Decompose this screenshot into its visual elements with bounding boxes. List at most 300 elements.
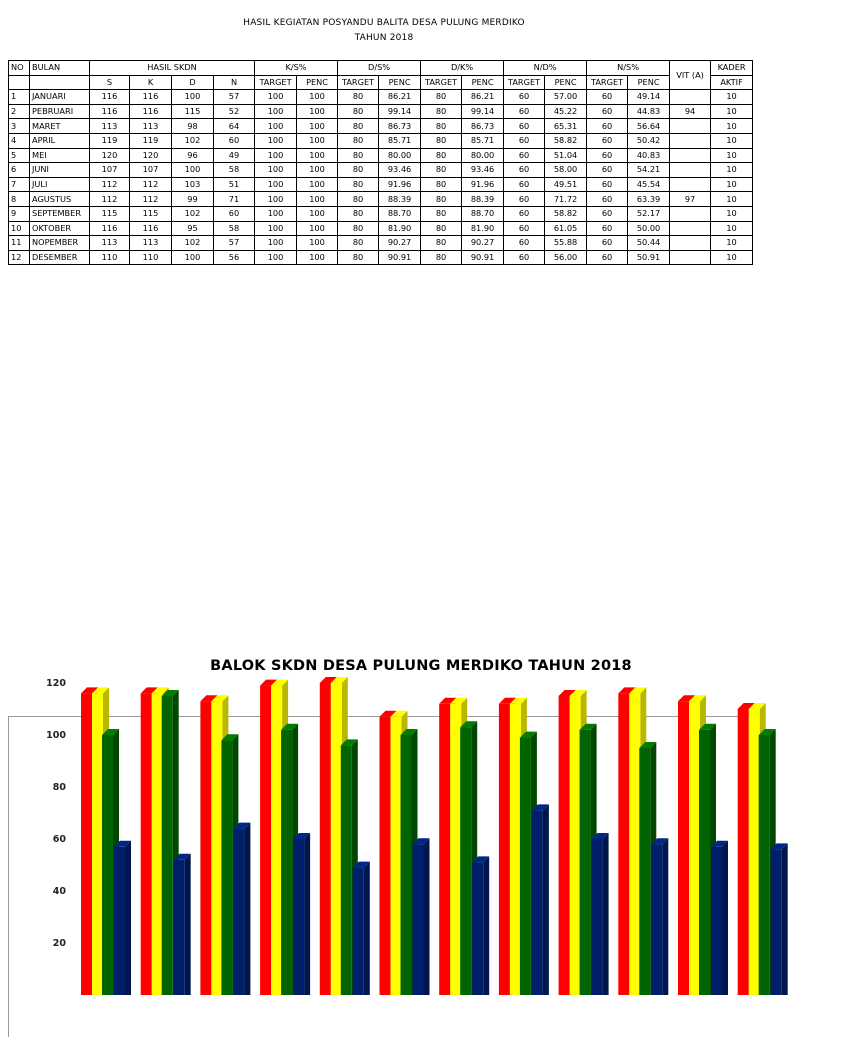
table-cell: 80 — [421, 119, 462, 134]
bar-side — [185, 854, 191, 995]
table-cell — [670, 119, 711, 134]
table-cell: 100 — [255, 133, 297, 148]
table-cell: 90.91 — [462, 250, 504, 265]
table-row — [9, 221, 753, 236]
table-cell: 11 — [9, 236, 30, 251]
table-cell: 60 — [504, 104, 545, 119]
table-cell: 90.27 — [379, 236, 421, 251]
table-cell: 1 — [9, 90, 30, 105]
table-cell — [670, 177, 711, 192]
month-cell: MARET — [30, 119, 90, 134]
table-cell: 110 — [90, 250, 130, 265]
bar-side — [364, 862, 370, 995]
table-cell: 100 — [297, 236, 338, 251]
table-cell: 116 — [90, 104, 130, 119]
bar — [532, 810, 543, 995]
table-cell: 85.71 — [462, 133, 504, 148]
table-cell: 91.96 — [379, 177, 421, 192]
table-cell: 60 — [587, 206, 628, 221]
table-cell: 93.46 — [462, 163, 504, 178]
table-cell: 57 — [214, 236, 255, 251]
col-aktif-header: AKTIF — [711, 75, 753, 90]
table-cell: 60 — [504, 236, 545, 251]
table-cell: 90.91 — [379, 250, 421, 265]
bar-side — [483, 856, 489, 995]
table-cell: 100 — [297, 104, 338, 119]
table-cell: 58.00 — [545, 163, 587, 178]
table-cell: 60 — [587, 133, 628, 148]
table-cell: 80 — [338, 133, 379, 148]
table-cell: 102 — [172, 206, 214, 221]
bar — [759, 735, 770, 995]
report-title: HASIL KEGIATAN POSYANDU BALITA DESA PULUNG MERDIKO — [243, 18, 525, 28]
col-nd-header: N/D% — [504, 61, 587, 76]
bar — [102, 735, 113, 995]
table-cell: 10 — [711, 192, 753, 207]
table-cell: 51.04 — [545, 148, 587, 163]
table-cell: 100 — [297, 192, 338, 207]
table-cell: 115 — [90, 206, 130, 221]
bar — [401, 735, 412, 995]
table-cell — [670, 206, 711, 221]
bar — [699, 730, 710, 995]
table-cell: 112 — [130, 177, 172, 192]
table-cell: 80 — [421, 206, 462, 221]
bar-side — [424, 838, 430, 995]
table-cell: 80 — [338, 90, 379, 105]
bar — [221, 740, 232, 995]
table-cell: 100 — [255, 104, 297, 119]
table-cell: 100 — [255, 90, 297, 105]
table-cell: 100 — [297, 90, 338, 105]
table-cell: 112 — [90, 177, 130, 192]
table-cell: 100 — [172, 163, 214, 178]
table-cell: 115 — [130, 206, 172, 221]
table-cell: 9 — [9, 206, 30, 221]
table-cell: 88.39 — [379, 192, 421, 207]
table-cell: 100 — [255, 192, 297, 207]
skdn-bar-chart — [9, 678, 761, 1037]
col-ns-header: N/S% — [587, 61, 670, 76]
bar — [200, 701, 211, 995]
table-cell: 88.39 — [462, 192, 504, 207]
table-cell: 61.05 — [545, 221, 587, 236]
col-hasil-skdn-header: HASIL SKDN — [90, 61, 255, 76]
table-cell — [670, 148, 711, 163]
bar — [141, 693, 152, 995]
bar — [391, 717, 402, 995]
table-row — [9, 148, 753, 163]
table-cell: 49.51 — [545, 177, 587, 192]
bar-side — [603, 833, 609, 995]
bar-side — [782, 843, 788, 995]
table-cell: 64 — [214, 119, 255, 134]
bar — [233, 829, 244, 995]
bar — [460, 727, 471, 995]
table-row — [9, 163, 753, 178]
table-cell: 60 — [587, 148, 628, 163]
table-cell: 56.64 — [628, 119, 670, 134]
table-cell: 80 — [338, 206, 379, 221]
table-cell: 116 — [130, 221, 172, 236]
ks-target-header: TARGET — [255, 75, 297, 90]
table-cell: 120 — [90, 148, 130, 163]
month-cell: JULI — [30, 177, 90, 192]
table-cell: 119 — [90, 133, 130, 148]
table-cell: 45.54 — [628, 177, 670, 192]
chart-area — [8, 678, 761, 1037]
table-cell: 10 — [711, 148, 753, 163]
bar — [472, 862, 483, 995]
table-row — [9, 119, 753, 134]
table-cell: 113 — [90, 119, 130, 134]
table-cell: 81.90 — [462, 221, 504, 236]
table-cell: 113 — [130, 236, 172, 251]
y-tick-label: 20 — [52, 938, 66, 949]
table-cell: 80 — [338, 221, 379, 236]
table-cell: 113 — [90, 236, 130, 251]
table-cell: 50.44 — [628, 236, 670, 251]
table-cell: 60 — [214, 133, 255, 148]
table-cell: 102 — [172, 236, 214, 251]
table-cell: 10 — [711, 177, 753, 192]
col-bulan-header: BULAN — [30, 61, 90, 76]
col-ds-header: D/S% — [338, 61, 421, 76]
table-cell: 50.91 — [628, 250, 670, 265]
bar — [450, 704, 461, 995]
table-cell: 100 — [255, 163, 297, 178]
table-cell: 99.14 — [379, 104, 421, 119]
table-cell: 2 — [9, 104, 30, 119]
ds-target-header: TARGET — [338, 75, 379, 90]
table-cell: 116 — [90, 221, 130, 236]
report-year: TAHUN 2018 — [354, 33, 414, 43]
table-cell: 80 — [421, 192, 462, 207]
table-cell: 65.31 — [545, 119, 587, 134]
bar — [162, 696, 173, 995]
table-row — [9, 90, 753, 105]
table-cell: 80 — [421, 163, 462, 178]
table-cell: 80 — [421, 90, 462, 105]
table-cell: 60 — [504, 250, 545, 265]
table-cell: 51 — [214, 177, 255, 192]
bar — [749, 709, 760, 995]
y-tick-label: 80 — [52, 782, 66, 793]
table-cell: 80 — [338, 177, 379, 192]
col-no-header: NO — [9, 61, 30, 76]
table-cell: 60 — [504, 133, 545, 148]
skdn-table — [8, 60, 753, 265]
col-n-header: N — [214, 75, 255, 90]
bar — [341, 745, 352, 995]
table-cell: 98 — [172, 119, 214, 134]
table-cell: 55.88 — [545, 236, 587, 251]
bar-side — [722, 841, 728, 995]
table-cell: 100 — [255, 119, 297, 134]
dk-target-header: TARGET — [421, 75, 462, 90]
table-cell: 116 — [130, 104, 172, 119]
table-cell: 60 — [587, 90, 628, 105]
table-cell: 49 — [214, 148, 255, 163]
table-cell: 103 — [172, 177, 214, 192]
table-cell: 60 — [587, 221, 628, 236]
bar — [211, 701, 222, 995]
table-cell: 107 — [90, 163, 130, 178]
table-cell: 100 — [297, 148, 338, 163]
table-cell: 71.72 — [545, 192, 587, 207]
bar — [570, 696, 581, 995]
bar-side — [543, 804, 549, 995]
table-cell — [670, 133, 711, 148]
blank-cell — [30, 75, 90, 90]
y-tick-label: 40 — [52, 886, 66, 897]
bar — [353, 868, 364, 995]
table-cell: 86.21 — [379, 90, 421, 105]
table-cell: 80 — [338, 119, 379, 134]
table-cell: 60 — [587, 250, 628, 265]
bar — [520, 738, 531, 995]
table-cell: 85.71 — [379, 133, 421, 148]
table-cell: 100 — [255, 236, 297, 251]
table-cell: 40.83 — [628, 148, 670, 163]
table-cell: 100 — [297, 206, 338, 221]
table-cell: 88.70 — [379, 206, 421, 221]
table-cell: 10 — [711, 133, 753, 148]
table-cell: 95 — [172, 221, 214, 236]
bar — [618, 693, 629, 995]
table-cell: 116 — [90, 90, 130, 105]
table-cell: 54.21 — [628, 163, 670, 178]
table-cell: 58.82 — [545, 133, 587, 148]
table-cell: 60 — [504, 177, 545, 192]
bar — [592, 839, 603, 995]
table-cell: 52.17 — [628, 206, 670, 221]
bar — [320, 683, 331, 995]
table-cell: 80 — [338, 236, 379, 251]
table-cell: 112 — [130, 192, 172, 207]
col-k-header: K — [130, 75, 172, 90]
table-cell: 50.00 — [628, 221, 670, 236]
bar — [439, 704, 450, 995]
bar — [152, 693, 163, 995]
bar — [629, 693, 640, 995]
col-ks-header: K/S% — [255, 61, 338, 76]
table-cell: 100 — [255, 148, 297, 163]
table-cell: 93.46 — [379, 163, 421, 178]
table-cell: 100 — [255, 206, 297, 221]
bar — [559, 696, 570, 995]
table-row — [9, 177, 753, 192]
table-cell: 100 — [297, 250, 338, 265]
col-kader-header: KADER — [711, 61, 753, 76]
table-cell: 100 — [297, 119, 338, 134]
chart-title: BALOK SKDN DESA PULUNG MERDIKO TAHUN 2018 — [210, 658, 632, 674]
table-cell: 5 — [9, 148, 30, 163]
table-cell: 10 — [711, 221, 753, 236]
table-cell: 7 — [9, 177, 30, 192]
bar — [580, 730, 591, 995]
bar — [81, 693, 92, 995]
month-cell: APRIL — [30, 133, 90, 148]
table-cell: 60 — [587, 119, 628, 134]
table-cell: 6 — [9, 163, 30, 178]
table-cell: 90.27 — [462, 236, 504, 251]
table-cell: 44.83 — [628, 104, 670, 119]
ks-penc-header: PENC — [297, 75, 338, 90]
table-cell: 86.21 — [462, 90, 504, 105]
table-cell: 12 — [9, 250, 30, 265]
header-row-2 — [9, 75, 753, 90]
table-cell: 100 — [297, 163, 338, 178]
bar — [678, 701, 689, 995]
table-row — [9, 104, 753, 119]
table-cell: 80.00 — [462, 148, 504, 163]
y-tick-label: 100 — [46, 730, 66, 741]
table-cell: 63.39 — [628, 192, 670, 207]
table-cell: 3 — [9, 119, 30, 134]
month-cell: JANUARI — [30, 90, 90, 105]
bar — [174, 860, 185, 995]
table-cell: 60 — [504, 221, 545, 236]
table-cell: 80 — [421, 221, 462, 236]
table-cell: 10 — [711, 163, 753, 178]
table-row — [9, 236, 753, 251]
table-cell: 99 — [172, 192, 214, 207]
table-cell: 96 — [172, 148, 214, 163]
table-cell: 110 — [130, 250, 172, 265]
table-cell: 80 — [338, 104, 379, 119]
table-cell: 10 — [711, 104, 753, 119]
month-cell: NOPEMBER — [30, 236, 90, 251]
bar — [331, 683, 342, 995]
table-cell: 80 — [338, 192, 379, 207]
table-cell: 56 — [214, 250, 255, 265]
table-cell: 81.90 — [379, 221, 421, 236]
table-cell: 10 — [711, 206, 753, 221]
bar-side — [304, 833, 310, 995]
table-row — [9, 206, 753, 221]
table-cell: 100 — [297, 177, 338, 192]
nd-target-header: TARGET — [504, 75, 545, 90]
table-cell: 60 — [504, 90, 545, 105]
table-cell — [670, 163, 711, 178]
bar — [281, 730, 292, 995]
table-cell: 60 — [587, 236, 628, 251]
table-cell: 100 — [172, 90, 214, 105]
table-cell: 115 — [172, 104, 214, 119]
table-cell: 60 — [587, 177, 628, 192]
table-cell: 52 — [214, 104, 255, 119]
table-cell: 86.73 — [462, 119, 504, 134]
table-cell: 45.22 — [545, 104, 587, 119]
month-cell: SEPTEMBER — [30, 206, 90, 221]
table-cell: 80 — [421, 250, 462, 265]
y-tick-label: 60 — [52, 834, 66, 845]
table-cell: 58.82 — [545, 206, 587, 221]
table-row — [9, 192, 753, 207]
table-cell: 60 — [587, 104, 628, 119]
table-cell: 80 — [338, 148, 379, 163]
y-tick-label: 120 — [46, 678, 66, 689]
ns-target-header: TARGET — [587, 75, 628, 90]
bar — [738, 709, 749, 995]
table-cell: 80 — [338, 250, 379, 265]
table-cell: 119 — [130, 133, 172, 148]
table-cell: 8 — [9, 192, 30, 207]
table-cell: 80 — [421, 104, 462, 119]
month-cell: AGUSTUS — [30, 192, 90, 207]
table-cell: 71 — [214, 192, 255, 207]
table-cell: 10 — [711, 90, 753, 105]
nd-penc-header: PENC — [545, 75, 587, 90]
table-cell: 57.00 — [545, 90, 587, 105]
table-cell: 100 — [255, 177, 297, 192]
bar — [651, 844, 662, 995]
table-cell: 80.00 — [379, 148, 421, 163]
table-cell: 100 — [172, 250, 214, 265]
month-cell: DESEMBER — [30, 250, 90, 265]
table-cell: 99.14 — [462, 104, 504, 119]
table-cell: 60 — [504, 148, 545, 163]
table-cell: 100 — [255, 221, 297, 236]
table-cell — [670, 236, 711, 251]
col-d-header: D — [172, 75, 214, 90]
table-cell: 100 — [297, 133, 338, 148]
ds-penc-header: PENC — [379, 75, 421, 90]
table-cell: 10 — [711, 119, 753, 134]
table-cell: 58 — [214, 221, 255, 236]
table-cell: 112 — [90, 192, 130, 207]
table-cell: 56.00 — [545, 250, 587, 265]
table-cell: 60 — [587, 192, 628, 207]
table-cell: 50.42 — [628, 133, 670, 148]
bar — [271, 686, 282, 995]
table-cell: 80 — [421, 148, 462, 163]
table-cell: 100 — [255, 250, 297, 265]
table-cell: 80 — [338, 163, 379, 178]
col-s-header: S — [90, 75, 130, 90]
ns-penc-header: PENC — [628, 75, 670, 90]
bar — [92, 693, 103, 995]
table-cell: 49.14 — [628, 90, 670, 105]
table-row — [9, 250, 753, 265]
table-cell: 60 — [587, 163, 628, 178]
col-dk-header: D/K% — [421, 61, 504, 76]
blank-cell — [9, 75, 30, 90]
bar — [413, 844, 424, 995]
table-cell: 94 — [670, 104, 711, 119]
table-cell: 10 — [711, 236, 753, 251]
table-cell: 102 — [172, 133, 214, 148]
table-cell: 116 — [130, 90, 172, 105]
dk-penc-header: PENC — [462, 75, 504, 90]
table-cell: 60 — [504, 192, 545, 207]
table-cell: 80 — [421, 236, 462, 251]
bar-side — [244, 823, 250, 995]
bar — [639, 748, 650, 995]
table-cell: 60 — [504, 206, 545, 221]
bar — [771, 849, 782, 995]
table-cell: 60 — [504, 163, 545, 178]
bar — [260, 686, 271, 995]
table-cell: 60 — [504, 119, 545, 134]
month-cell: JUNI — [30, 163, 90, 178]
table-cell: 57 — [214, 90, 255, 105]
header-row-1 — [9, 61, 753, 76]
bar-side — [662, 838, 668, 995]
bar — [380, 717, 391, 995]
table-cell: 10 — [9, 221, 30, 236]
